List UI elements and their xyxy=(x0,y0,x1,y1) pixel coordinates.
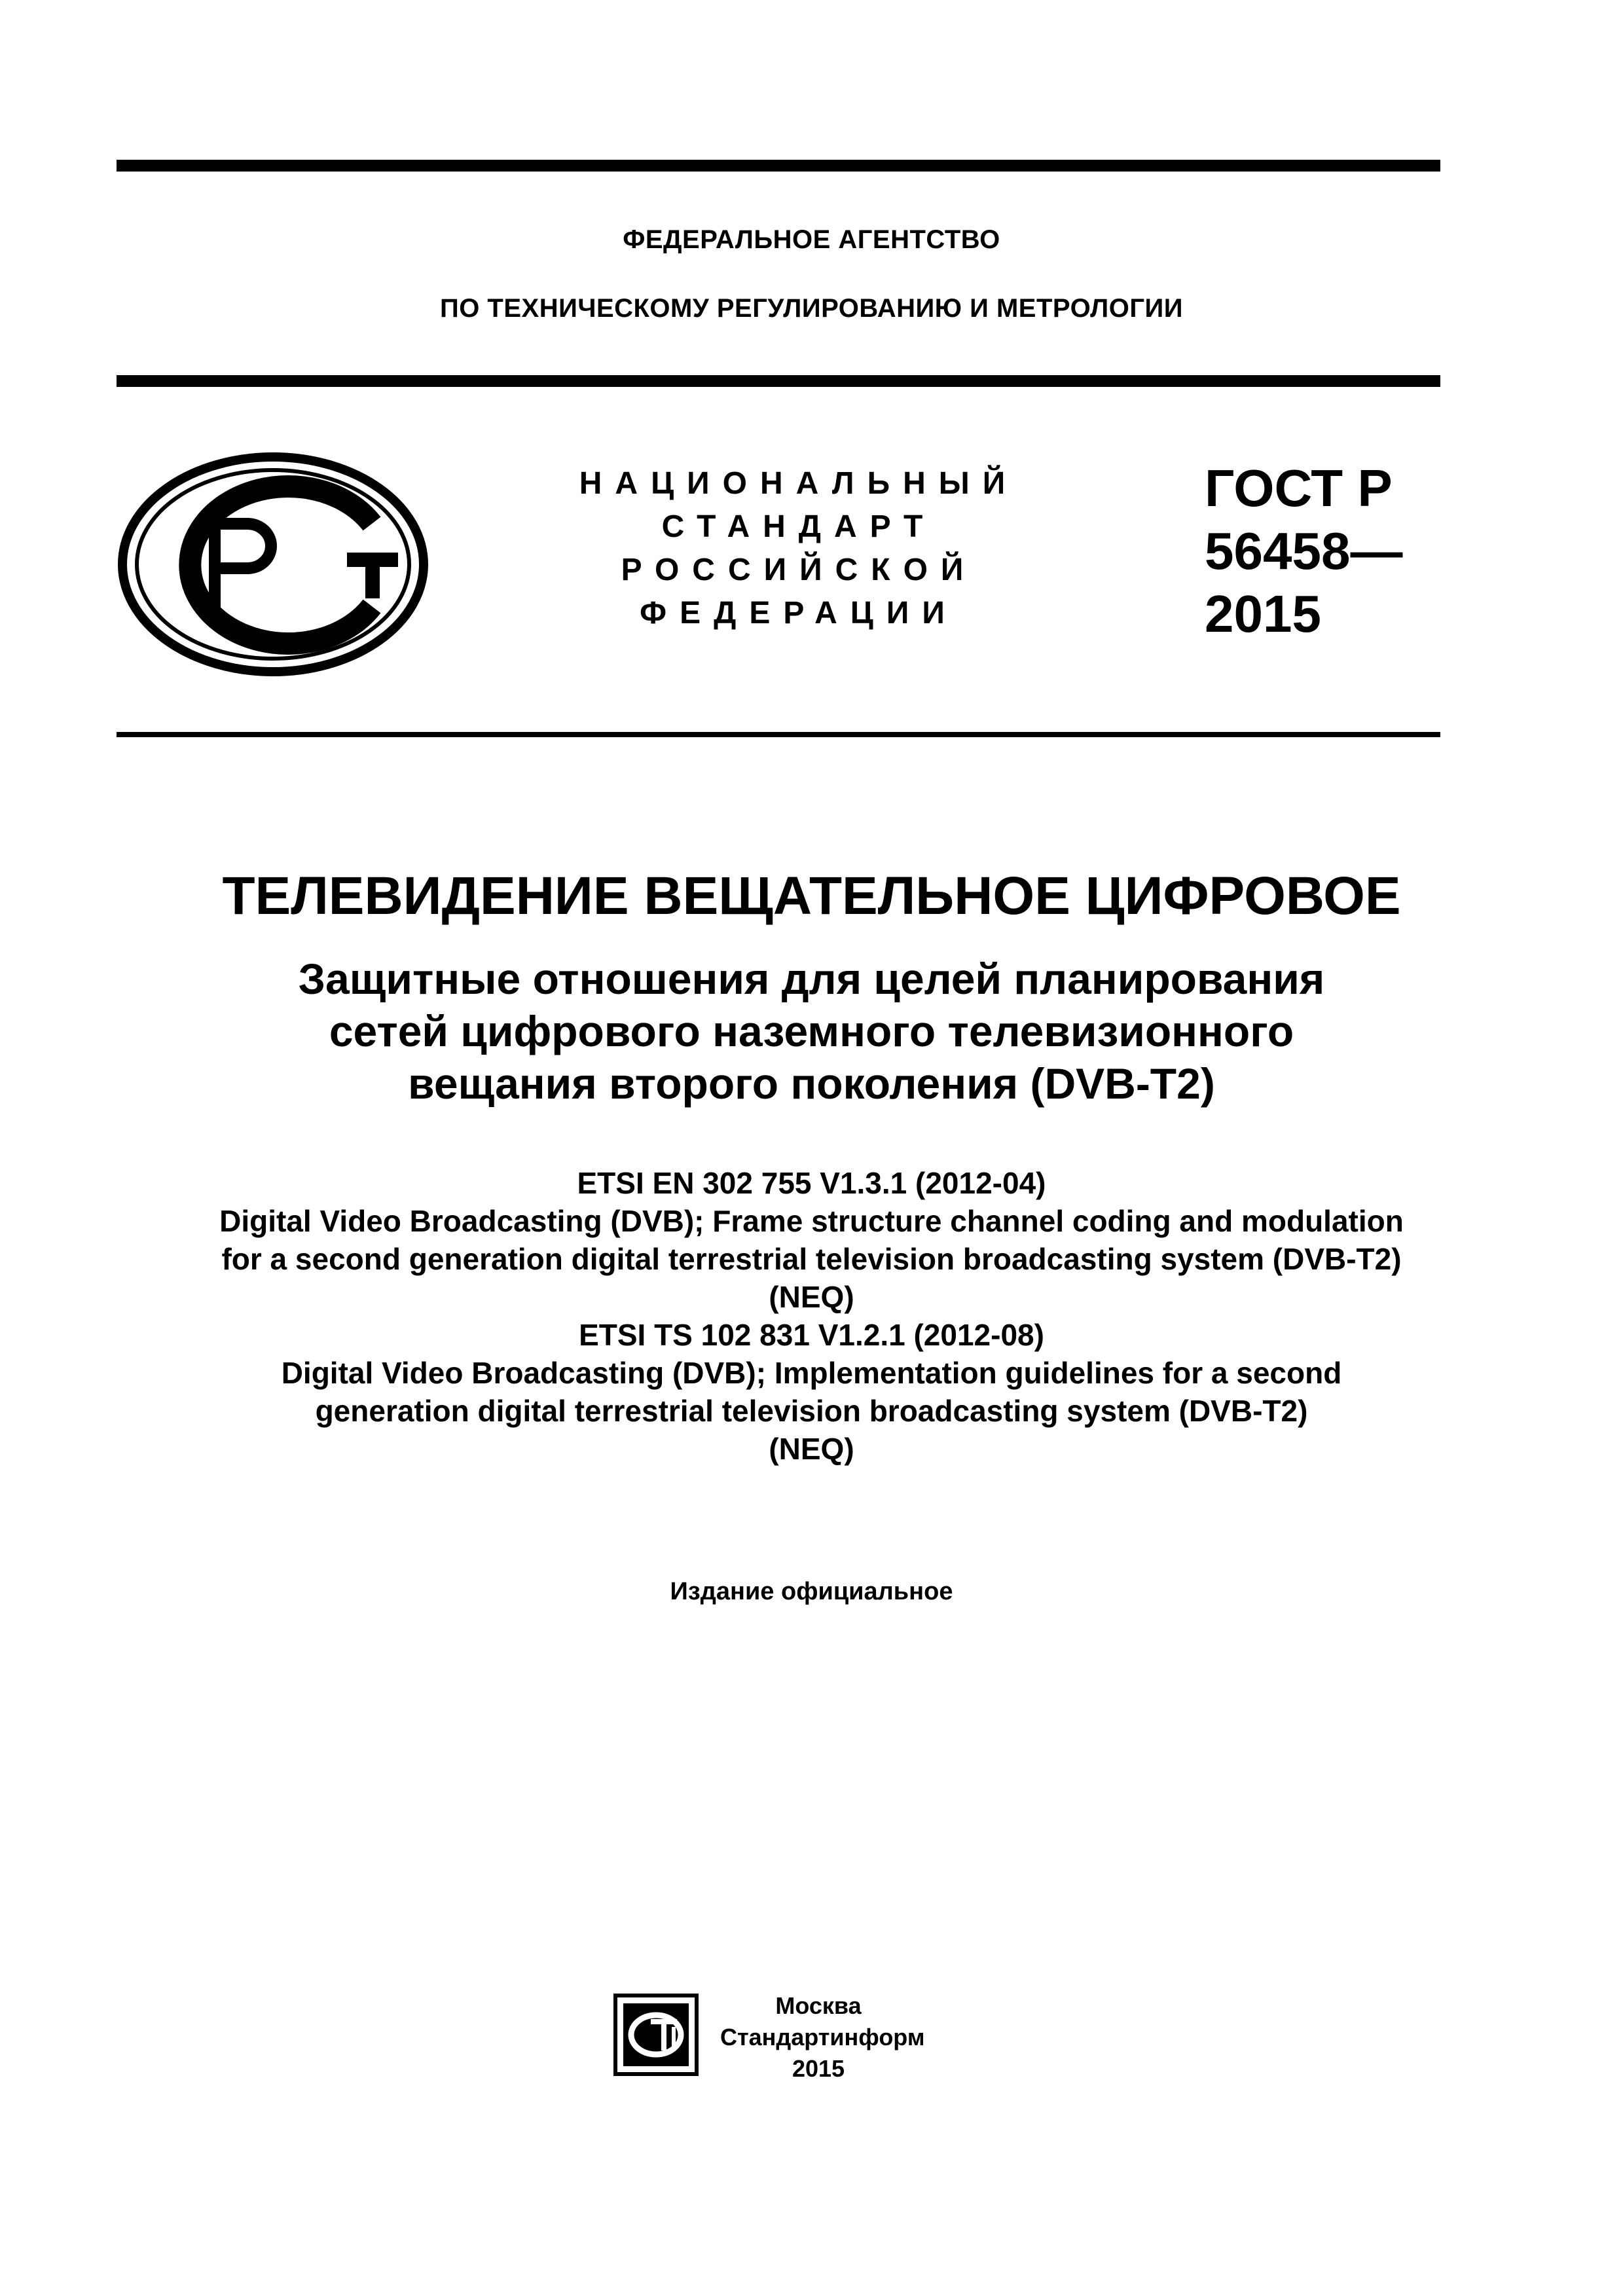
publisher-city: Москва xyxy=(775,1992,862,2019)
document-title: ТЕЛЕВИДЕНИЕ ВЕЩАТЕЛЬНОЕ ЦИФРОВОЕ xyxy=(222,866,1401,926)
reference-line: ETSI EN 302 755 V1.3.1 (2012-04) xyxy=(577,1166,1046,1200)
publisher-name: Стандартинформ xyxy=(720,2024,925,2050)
gost-line: 56458— xyxy=(1205,522,1403,580)
standartinform-logo-icon xyxy=(610,1990,702,2079)
national-standard-label xyxy=(570,462,1028,635)
publisher-year: 2015 xyxy=(792,2055,845,2082)
reference-line: generation digital terrestrial television broadcasting system (DVB-T2) xyxy=(315,1394,1308,1428)
reference-line: (NEQ) xyxy=(769,1280,854,1314)
national-line: СТАНДАРТ xyxy=(661,509,936,544)
reference-line: Digital Video Broadcasting (DVB); Implementation guidelines for a second xyxy=(281,1356,1342,1390)
edition-label: Издание официальное xyxy=(670,1578,953,1605)
national-line: РОССИЙСКОЙ xyxy=(621,553,977,587)
header-rule xyxy=(117,375,1440,387)
publisher-info xyxy=(720,1990,925,2085)
reference-line: ETSI TS 102 831 V1.2.1 (2012-08) xyxy=(579,1318,1044,1352)
section-rule xyxy=(117,732,1440,737)
national-line: ФЕДЕРАЦИИ xyxy=(640,596,958,630)
national-line: НАЦИОНАЛЬНЫЙ xyxy=(579,466,1019,501)
gost-line: ГОСТ Р xyxy=(1205,459,1393,517)
subtitle-line: вещания второго поколения (DVB-T2) xyxy=(408,1059,1215,1108)
gost-number xyxy=(1205,457,1402,646)
reference-line: Digital Video Broadcasting (DVB); Frame structure channel coding and modulation xyxy=(219,1204,1404,1238)
reference-line: for a second generation digital terrestrial television broadcasting system (DVB-T2) xyxy=(221,1242,1402,1276)
agency-line-2: ПО ТЕХНИЧЕСКОМУ РЕГУЛИРОВАНИЮ И МЕТРОЛОГИИ xyxy=(439,294,1184,323)
gost-line: 2015 xyxy=(1205,585,1321,643)
reference-line: (NEQ) xyxy=(769,1432,854,1466)
rst-mark-icon xyxy=(117,452,429,677)
subtitle-line: Защитные отношения для целей планирования xyxy=(298,955,1325,1003)
top-rule xyxy=(117,160,1440,172)
document-subtitle xyxy=(0,953,1623,1110)
references-block xyxy=(0,1164,1623,1468)
subtitle-line: сетей цифрового наземного телевизионного xyxy=(329,1007,1294,1055)
agency-line-1: ФЕДЕРАЛЬНОЕ АГЕНТСТВО xyxy=(623,225,1000,254)
